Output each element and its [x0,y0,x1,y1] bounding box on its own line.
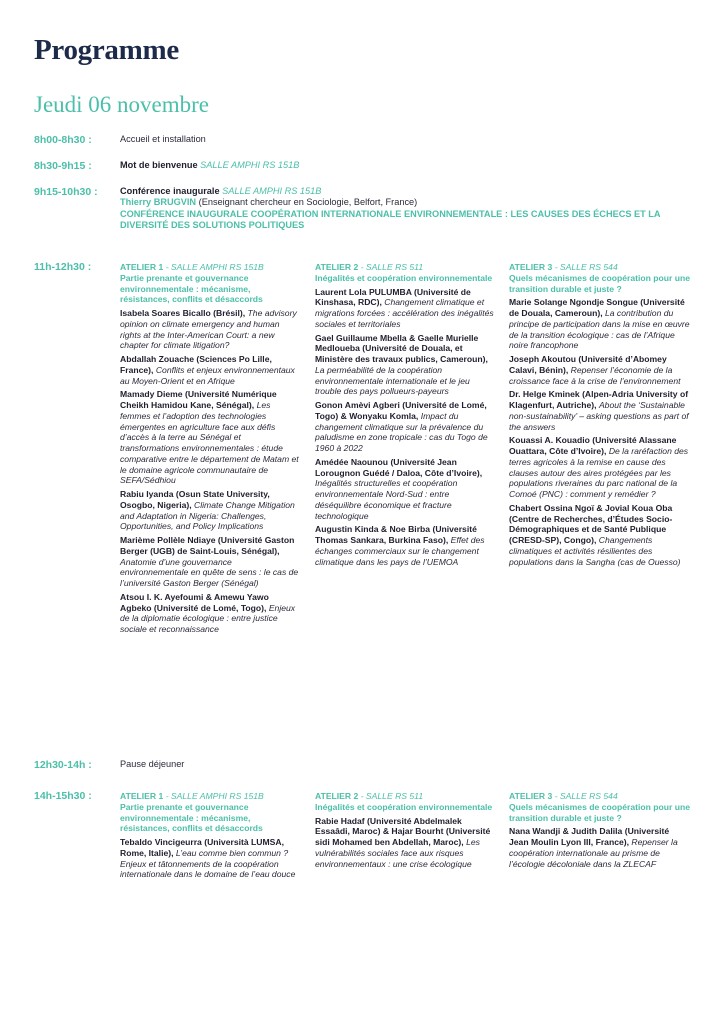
keynote-block [120,186,695,232]
talk-entry [509,503,691,568]
time-slot: 8h30-9h15 : [34,160,92,172]
day-heading: Jeudi 06 novembre [34,92,210,117]
talk-entry [315,287,497,330]
room-label: - SALLE RS 511 [360,791,424,801]
talk-speaker: Tebaldo Vincigeurra (Università LUMSA, Rome, Italie), [120,837,284,858]
slot-label [120,134,695,145]
talk-speaker: Gael Guillaume Mbella & Gaelle Murielle Medloueba (Université de Douala, et Ministère des travaux publics, Cameroun), [315,332,488,364]
talk-title: Conflits et enjeux environnementaux au Moyen-Orient et en Afrique [120,364,295,386]
time-slot: 12h30-14h : [34,759,92,771]
talk-speaker: Mamady Dieme (Université Numérique Cheikh Hamidou Kane, Sénégal), [120,389,277,410]
talk-speaker: Marie Solange Ngondje Songue (Université de Douala, Cameroun), [509,297,685,318]
slot-label [120,160,695,171]
slot-title: Accueil et installation [120,134,206,144]
talk-entry [120,389,302,486]
talk-speaker: Augustin Kinda & Noe Birba (Université Thomas Sankara, Burkina Faso), [315,524,477,545]
talk-speaker: Chabert Ossina Ngoï & Jovial Koua Oba (Centre de Recherches, d’Études Socio-Démographiques et de Santé Publique (CRESD-SP), Congo), [509,502,673,545]
atelier-title: Partie prenante et gouvernance environnementale : mécanisme, résistances, conflits et désaccords [120,801,263,834]
session1-atelier-3 [509,262,691,567]
room-label: SALLE AMPHI RS 151B [200,160,300,170]
talk-speaker: Rabiu Iyanda (Osun State University, Osogbo, Nigeria), [120,489,270,510]
talk-entry [120,308,302,351]
talk-speaker: Abdallah Zouache (Sciences Po Lille, France), [120,354,272,375]
talk-entry [120,489,302,532]
session2-atelier-2 [315,791,497,869]
talk-speaker: Dr. Helge Kminek (Alpen-Adria University of Klagenfurt, Autriche), [509,389,689,410]
atelier-title: Quels mécanismes de coopération pour une transition durable et juste ? [509,801,690,823]
atelier-title: Inégalités et coopération environnementale [315,801,493,812]
talk-title: Les femmes et l’adoption des technologies émergentes en agriculture face aux défis d’accès à la terre au Sénégal et transformations environnementales : étude comparative entre le département de Matam et le domaine agricole communautaire de SEFA/Sédhiou [120,400,299,486]
talk-title: Changements climatiques et activités résilientes des populations dans la Sangha (cas de Ouesso) [509,535,681,567]
talk-speaker: Atsou I. K. Ayefoumi & Amewu Yawo Agbeko (Université de Lomé, Togo), [120,591,269,613]
time-slot: 9h15-10h30 : [34,186,98,198]
talk-entry [315,333,497,398]
room-label: SALLE AMPHI RS 151B [222,186,322,196]
atelier-label: ATELIER 1 [120,791,164,801]
atelier-title: Quels mécanismes de coopération pour une transition durable et juste ? [509,272,690,294]
talk-entry [120,535,302,589]
talk-title: La contribution du principe de participation dans la mise en œuvre de la transition écologique : cas de l’Afrique noire francophone [509,308,690,351]
talk-title: Changement climatique et migrations forcées : accélération des inégalités sociales et territoriales [315,297,494,329]
talk-entry [120,354,302,386]
slot-title: Conférence inaugurale [120,186,220,196]
room-label: - SALLE AMPHI RS 151B [165,262,264,272]
keynote-title: CONFÉRENCE INAUGURALE COOPÉRATION INTERNATIONALE ENVIRONNEMENTALE : LES CAUSES DES ÉCHECS ET LA DIVERSITÉ DES SOLUTIONS POLITIQUES [120,208,661,231]
talk-title: Les vulnérabilités sociales face aux risques environnementaux : une crise écologique [315,837,480,869]
talk-title: Repenser l’économie de la croissance face à la crise de l’environnement [509,364,681,386]
keynote-speaker: Thierry BRUGVIN [120,197,197,208]
session2-atelier-3 [509,791,691,869]
atelier-title: Inégalités et coopération environnementale [315,272,493,283]
room-label: - SALLE RS 544 [554,262,618,272]
talk-speaker: Isabela Soares Bicallo (Brésil), [120,308,246,318]
talk-title: The advisory opinion on climate emergency and human rights at the Inter-American Court: a new chapter for climate litigation? [120,308,297,351]
talk-title: About the ‘Sustainable non-sustainability’ – asking questions as part of the answers [509,400,689,432]
slot-title: Pause déjeuner [120,759,185,769]
talk-title: Impact du changement climatique sur la prévalence du paludisme en zone tropicale : cas du Togo de 1960 à 2022 [315,410,488,453]
atelier-label: ATELIER 3 [509,791,553,801]
atelier-label: ATELIER 2 [315,791,359,801]
talk-speaker: Laurent Lola PULUMBA (Université de Kinshasa, RDC), [315,286,471,308]
time-slot: 11h-12h30 : [34,261,92,273]
talk-title: La perméabilité de la coopération environnementale internationale et le jeu trouble des pays pollueurs-payeurs [315,364,470,397]
talk-title: L’eau comme bien commun ? Enjeux et tâtonnements de la coopération internationale dans le domaine de l’eau douce [120,847,296,880]
talk-entry [509,297,691,351]
talk-title: Climate Change Mitigation and Adaptation in Nigeria: Challenges, Opportunities, and Policy Implications [120,499,295,532]
talk-title: Repenser la coopération internationale au prisme de l’écologie décoloniale dans la ZLECAF [509,837,678,869]
session2-atelier-1 [120,791,302,880]
talk-entry [315,400,497,454]
talk-speaker: Joseph Akoutou (Université d’Abomey Calavi, Bénin), [509,354,667,375]
talk-title: Anatomie d’une gouvernance environnementale en quête de sens : le cas de l’université Gaston Berger (Sénégal) [120,556,299,588]
talk-title: Inégalités structurelles et coopération environnementale Nord-Sud : entre déséquilibre économique et fracture technologique [315,478,458,521]
session1-atelier-1 [120,262,302,635]
talk-speaker: Rabie Hadaf (Université Abdelmalek Essaâdi, Maroc) & Hajar Bourht (Université sidi Mohamed ben Abdellah, Maroc), [315,815,491,847]
talk-entry [120,592,302,635]
room-label: - SALLE RS 544 [554,791,618,801]
atelier-title: Partie prenante et gouvernance environnementale : mécanisme, résistances, conflits et désaccords [120,272,263,305]
talk-entry [509,354,691,386]
talk-entry [509,435,691,500]
talk-entry [315,524,497,567]
talk-title: Effet des échanges commerciaux sur le changement climatique dans les pays de l’UEMOA [315,535,485,567]
talk-title: Enjeux de la diplomatie écologique : entre justice sociale et reconnaissance [120,602,296,634]
room-label: - SALLE RS 511 [360,262,424,272]
talk-speaker: Nana Wandji & Judith Dalila (Université Jean Moulin Lyon III, France), [509,826,670,847]
slot-label [120,759,695,770]
talk-entry [509,826,691,869]
atelier-label: ATELIER 3 [509,262,553,272]
talk-speaker: Amédée Naounou (Université Jean Lorougnon Guédé / Daloa, Côte d’Ivoire), [315,456,483,478]
time-slot: 8h00-8h30 : [34,134,92,146]
atelier-label: ATELIER 1 [120,262,164,272]
talk-entry [315,457,497,522]
keynote-speaker-detail: (Enseignant chercheur en Sociologie, Belfort, France) [198,197,418,208]
slot-title: Mot de bienvenue [120,160,198,170]
session1-atelier-2 [315,262,497,567]
talk-entry [509,389,691,432]
talk-speaker: Gonon Amèvi Agberi (Université de Lomé, Togo) & Wonyaku Komla, [315,400,487,421]
page-title: Programme [34,34,179,66]
talk-speaker: Kouassi A. Kouadio (Université Alassane Ouattara, Côte d’Ivoire), [509,435,677,456]
talk-entry [120,837,302,880]
talk-entry [315,816,497,870]
atelier-label: ATELIER 2 [315,262,359,272]
talk-speaker: Marième Pollèle Ndiaye (Université Gaston Berger (UGB) de Saint-Louis, Sénégal), [120,535,295,556]
talk-title: De la raréfaction des terres agricoles à la remise en cause des clauses autour des aires protégées par les populations riveraines du parc national de la Comoé (PNC) : comment y remédier ? [509,446,689,499]
room-label: - SALLE AMPHI RS 151B [165,791,264,801]
time-slot: 14h-15h30 : [34,790,92,802]
